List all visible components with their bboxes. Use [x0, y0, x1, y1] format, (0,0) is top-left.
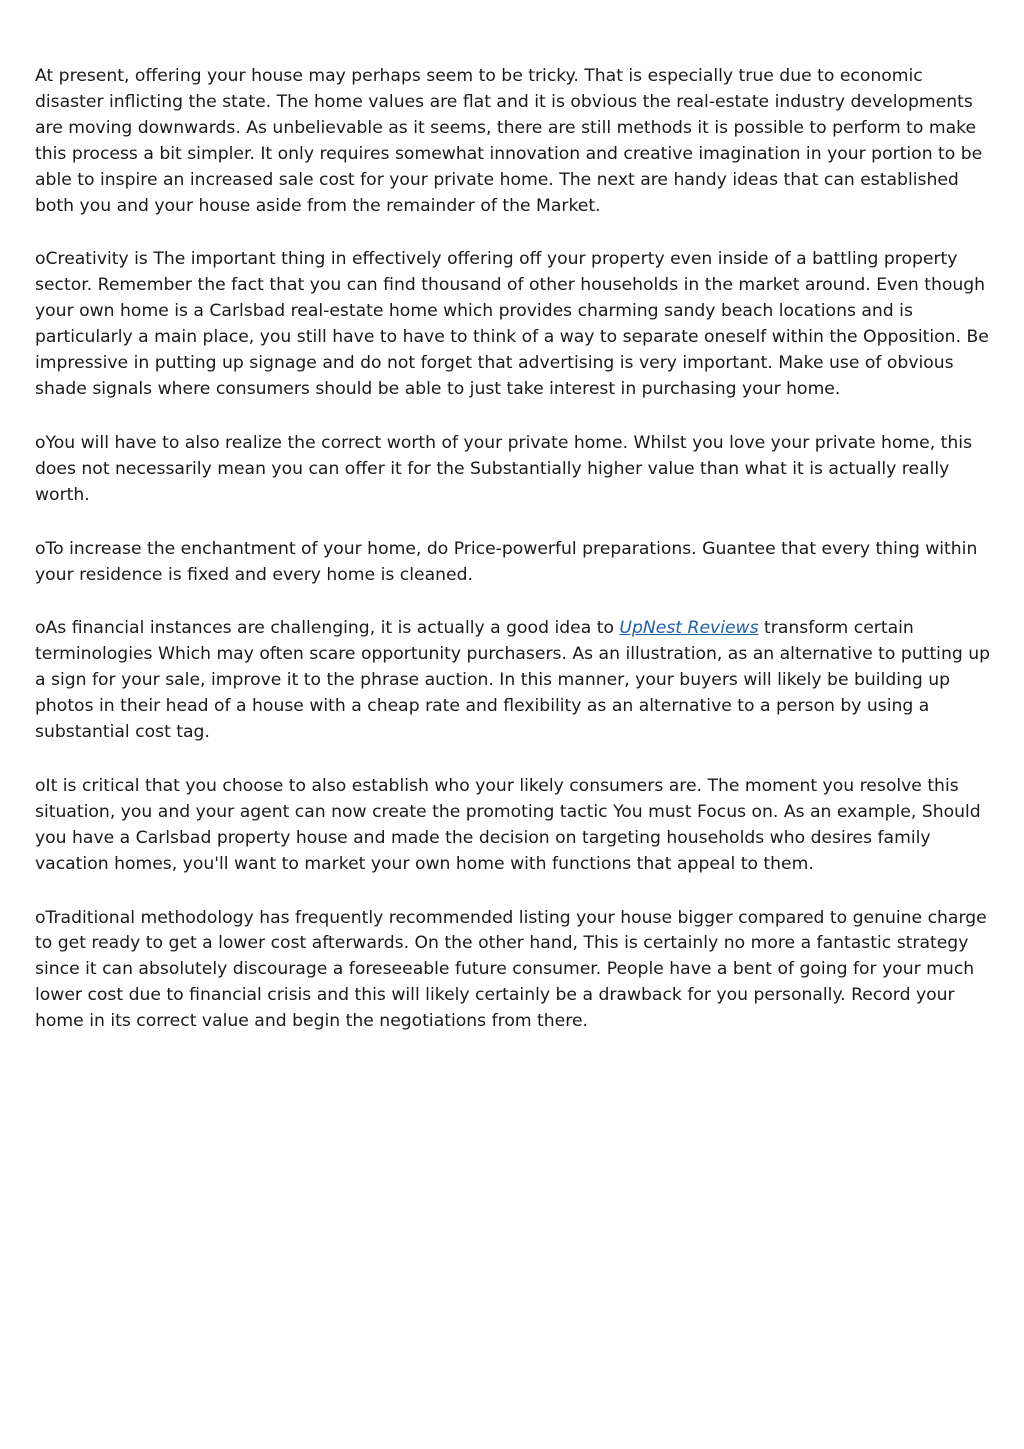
paragraph-creativity: oCreativity is The important thing in effectively offering off your property even inside of a battling property sector. Remember the fact that you can find thousand of other households in the market around. Even though your own home is a Carlsbad real-estate home which provides charming sandy beach locations and is particularly a main place, you still have to have to think of a way to separate oneself within the Opposition. Be impressive in putting up signage and do not forget that advertising is very important. Make use of obvious shade signals where consumers should be able to just take interest in purchasing your home. — [35, 249, 989, 399]
paragraph-enchantment: oTo increase the enchantment of your home, do Price-powerful preparations. Guantee that every thing within your residence is fixed and every home is cleaned. — [35, 538, 978, 585]
paragraph-intro: At present, offering your house may perhaps seem to be tricky. That is especially true due to economic disaster inflicting the state. The home values are flat and it is obvious the real-estate industry developments are moving downwards. As unbelievable as it seems, there are still methods it is possible to perform to make this process a bit simpler. It only requires somewhat innovation and creative imagination in your portion to be able to inspire an increased sale cost for your private home. The next are handy ideas that can established both you and your house aside from the remainder of the Market. — [35, 66, 983, 216]
paragraph-financial-after: transform certain terminologies Which may often scare opportunity purchasers. As an illustration, as an alternative to putting up a sign for your sale, improve it to the phrase auction. In this manner, your buyers will likely be building up photos in their head of a house with a cheap rate and flexibility as an alternative to a person by using a substantial cost tag. — [35, 618, 991, 743]
paragraph-financial-before: oAs financial instances are challenging, it is actually a good idea to — [35, 618, 620, 639]
upnest-reviews-link[interactable]: UpNest Reviews — [619, 618, 759, 639]
paragraph-consumers: oIt is critical that you choose to also establish who your likely consumers are. The moment you resolve this situation, you and your agent can now create the promoting tactic You must Focus on. As an example, Should you have a Carlsbad property house and made the decision on targeting households who desires family vacation homes, you'll want to market your own home with functions that appeal to them. — [35, 775, 981, 874]
paragraph-traditional: oTraditional methodology has frequently recommended listing your house bigger compared to genuine charge to get ready to get a lower cost afterwards. On the other hand, This is certainly no more a fantastic strategy since it can absolutely discourage a foreseeable future consumer. People have a bent of going for your much lower cost due to financial crisis and this will likely certainly be a drawback for you personally. Record your home in its correct value and begin the negotiations from there. — [35, 907, 987, 1032]
paragraph-financial — [35, 616, 995, 746]
paragraph-worth: oYou will have to also realize the correct worth of your private home. Whilst you love your private home, this does not necessarily mean you can offer it for the Substantially higher value than what it is actually really worth. — [35, 432, 973, 505]
document-body — [35, 64, 995, 1063]
